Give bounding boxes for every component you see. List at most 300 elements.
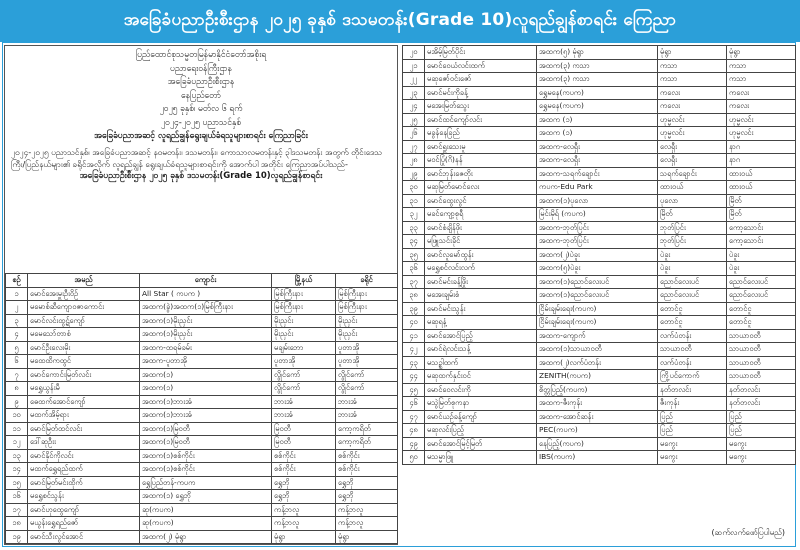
student-name: မောင်ရှူးသေးမူ xyxy=(425,140,537,154)
district-name: ကော့ကရိတ် xyxy=(336,436,398,450)
school-name: အထက(၁)မြဝတီ xyxy=(140,436,272,450)
row-number: ၂ xyxy=(6,301,28,315)
district-name: တောင်ငူ xyxy=(727,316,796,330)
table-row xyxy=(403,302,796,316)
table-row xyxy=(403,73,796,87)
school-name: All Star ( ကပက ) xyxy=(140,287,272,301)
student-name: မောင်လူမော်ထွန်း xyxy=(425,248,537,262)
district-name: သာယာဝတီ xyxy=(727,343,796,357)
student-name: မောင်အောင်ပြည့် xyxy=(425,329,537,343)
student-name: မောင်စံချိန်ဖိုး xyxy=(425,221,537,235)
township-name: မုံရွာ xyxy=(658,46,727,60)
township-name: မကွေး xyxy=(658,451,727,465)
school-name: ငြိမ်းချမ်းရေး(ကပက) xyxy=(537,316,658,330)
township-name: ကန့်ဘလူ xyxy=(272,503,336,517)
student-name: မောင်ကောင်းမြတ်လင်း xyxy=(28,368,140,382)
district-name: တောင်ငူ xyxy=(727,302,796,316)
student-name: မဆုထက်နှင်းဝင် xyxy=(425,370,537,384)
announcement-heading: အခြေခံပညာအဆင့် လူရည်ချွန်ရွေးချယ်ခံရသူများစာရင်း ကြေညာခြင်း xyxy=(94,131,308,141)
left-column xyxy=(4,45,398,545)
township-name: လွိုင်ကော် xyxy=(272,368,336,382)
township-name: မြစ်ကြီးနား xyxy=(272,287,336,301)
township-name: မချမ်းဘော xyxy=(272,341,336,355)
school-name: အထက(၁)ပုလော xyxy=(537,194,658,208)
table-row xyxy=(403,262,796,276)
township-name: ဘားအံ xyxy=(272,409,336,423)
district-name: ကလေး xyxy=(727,100,796,114)
township-name: ပူတာအို xyxy=(272,355,336,369)
township-name: မိုးညှင်း xyxy=(272,314,336,328)
student-name: မယွန်းရွှေရည်ဇော် xyxy=(28,517,140,531)
township-name: ကသာ xyxy=(658,59,727,73)
student-name: မထက်အိမ့်ရား xyxy=(28,409,140,423)
township-name: လက်ပံတန်း xyxy=(658,356,727,370)
student-name: မောင်မြတ်မင်းထိုက် xyxy=(28,476,140,490)
row-number: ၂၄ xyxy=(403,100,425,114)
table-row xyxy=(403,248,796,262)
school-name: အထက(၁)ညောင်လေးပင် xyxy=(537,289,658,303)
table-row xyxy=(403,208,796,222)
school-name: အထက(၁)ဘားအံ xyxy=(140,395,272,409)
district-name: ပူတာအို xyxy=(336,355,398,369)
district-name: မကွေး xyxy=(727,437,796,451)
row-number: ၈ xyxy=(6,382,28,396)
table-row xyxy=(6,395,398,409)
table-row xyxy=(403,289,796,303)
right-table-body xyxy=(403,46,796,465)
student-name: မောင်သီးလွင်အောင် xyxy=(28,530,140,544)
township-name: ကသာ xyxy=(658,73,727,87)
school-name: အထက-လေရှီး xyxy=(537,154,658,168)
table-row xyxy=(403,86,796,100)
district-name: မြိတ် xyxy=(727,194,796,208)
student-name: မမောစ်ဆီကျောဝဇာကောင်း xyxy=(28,301,140,315)
district-name: နတ်တလင်း xyxy=(727,397,796,411)
student-name: မောင်အေးမှူးဦးဝိဉ် xyxy=(28,287,140,301)
table-row xyxy=(6,463,398,477)
student-name: မောင်ထွေးလွင် xyxy=(425,194,537,208)
row-number: ၂၀ xyxy=(403,46,425,60)
student-name: မောင်ယဉ်ခန့်ကျော် xyxy=(425,410,537,424)
township-name: တောင်ငူ xyxy=(658,316,727,330)
township-name: ဟုမ္မလင်း xyxy=(658,127,727,141)
student-name: မဆုလင်းပြည့် xyxy=(425,424,537,438)
table-row xyxy=(6,490,398,504)
table-row xyxy=(6,422,398,436)
page-title: အခြေခံပညာဦးစီးဌာန ၂၀၂၅ ခုနှစ် ဒသမတန်း(Grade 10)လူရည်ချွန်စာရင်း ကြေညာ xyxy=(123,9,677,30)
ministry-line: ပညာရေးဝန်ကြီးဌာန xyxy=(170,63,232,74)
district-name: နတ်တလင်း xyxy=(727,383,796,397)
table-row xyxy=(403,343,796,357)
table-row xyxy=(403,127,796,141)
table-row xyxy=(6,436,398,450)
school-name: အထက(၁) ရွှေဘို xyxy=(140,490,272,504)
student-name: မသမ္မာဖြူ xyxy=(425,451,537,465)
row-number: ၁ xyxy=(6,287,28,301)
district-name: ကန့်ဘလူ xyxy=(336,517,398,531)
table-row xyxy=(403,397,796,411)
row-number: ၄၃ xyxy=(403,356,425,370)
district-name: ဘားအံ xyxy=(336,395,398,409)
students-table-right xyxy=(402,45,796,465)
col-header-name: အမည် xyxy=(28,274,140,288)
township-name: ထားဝယ် xyxy=(658,181,727,195)
township-name: ဇီးကုန်း xyxy=(658,397,727,411)
table-row xyxy=(403,181,796,195)
table-row xyxy=(6,530,398,544)
table-row xyxy=(6,476,398,490)
district-name: နာဂ xyxy=(727,154,796,168)
student-name: မောင်လင်းထွဋ်ကျော် xyxy=(28,314,140,328)
district-name: ရွှေဘို xyxy=(336,476,398,490)
district-name: မိုးညှင်း xyxy=(336,328,398,342)
row-number: ၁၇ xyxy=(6,503,28,517)
row-number: ၃၃ xyxy=(403,221,425,235)
student-name: ဓေထက်အောင်ကျော် xyxy=(28,395,140,409)
district-name: မုံရွာ xyxy=(336,530,398,544)
row-number: ၁၄ xyxy=(6,463,28,477)
table-row xyxy=(403,59,796,73)
township-name: မြိတ် xyxy=(658,208,727,222)
district-name: ညောင်လေးပင် xyxy=(727,289,796,303)
district-name: စစ်ကိုင်း xyxy=(336,449,398,463)
row-number: ၂၉ xyxy=(403,167,425,181)
district-name: ပူတာအို xyxy=(336,341,398,355)
township-name: မကွေး xyxy=(658,437,727,451)
school-name: အထက(၁) xyxy=(140,368,272,382)
row-number: ၂၈ xyxy=(403,154,425,168)
table-header-row xyxy=(6,274,398,288)
row-number: ၁၀ xyxy=(6,409,28,423)
students-table-left xyxy=(5,273,398,544)
table-row xyxy=(403,221,796,235)
township-name: ရွှေဘို xyxy=(272,490,336,504)
township-name: လေရှီး xyxy=(658,154,727,168)
academic-year-line: ၂၀၂၄-၂၀၂၅ ပညာသင်နှစ် xyxy=(160,117,242,128)
row-number: ၅၀ xyxy=(403,451,425,465)
table-row xyxy=(6,382,398,396)
row-number: ၃၂ xyxy=(403,208,425,222)
row-number: ၂၇ xyxy=(403,140,425,154)
row-number: ၁၃ xyxy=(6,449,28,463)
col-header-no: စဉ် xyxy=(6,274,28,288)
district-name: ရွှေဘို xyxy=(336,490,398,504)
table-row xyxy=(403,451,796,465)
township-name: ပြည် xyxy=(658,424,727,438)
table-row xyxy=(403,437,796,451)
student-name: မသဥ္စါထက် xyxy=(425,356,537,370)
row-number: ၂၂ xyxy=(403,73,425,87)
district-name: မြိတ် xyxy=(727,208,796,222)
row-number: ၁၉ xyxy=(6,530,28,544)
student-name: မောင်မင်းကိုခန့် xyxy=(425,86,537,100)
district-name: ပြည် xyxy=(727,424,796,438)
student-name: မောင်အောင်မြင့်မြတ် xyxy=(425,437,537,451)
school-name: အထက-အောင်ဆန်း xyxy=(537,410,658,424)
col-header-school: ကျောင်း xyxy=(140,274,272,288)
school-name: အထက-ကျောက် xyxy=(537,329,658,343)
district-name: ဘားအံ xyxy=(336,409,398,423)
school-name: အထက-လေရှီး xyxy=(537,140,658,154)
school-name: PEC(ကပက) xyxy=(537,424,658,438)
student-name: မဆုဇော်ဝင်းဇော် xyxy=(425,73,537,87)
row-number: ၆ xyxy=(6,355,28,369)
row-number: ၃၆ xyxy=(403,262,425,276)
table-row xyxy=(6,314,398,328)
table-row xyxy=(6,503,398,517)
township-name: စစ်ကိုင်း xyxy=(272,463,336,477)
student-name: မောင်မင်းသွန်း xyxy=(425,302,537,316)
row-number: ၄၅ xyxy=(403,383,425,397)
district-name: ပြည် xyxy=(727,410,796,424)
school-name: အထက(၁)စစ်ကိုင်း xyxy=(140,449,272,463)
table-row xyxy=(403,235,796,249)
row-number: ၄၇ xyxy=(403,410,425,424)
student-name: မထက်ရွှေရည်ထက် xyxy=(28,463,140,477)
table-row xyxy=(403,154,796,168)
school-name: အထက(၂)လက်ပံတန်း xyxy=(537,356,658,370)
district-name: ကလေး xyxy=(727,86,796,100)
township-name: လွိုင်ကော် xyxy=(272,382,336,396)
township-name: စစ်ကိုင်း xyxy=(272,449,336,463)
district-name: ညောင်လေးပင် xyxy=(727,275,796,289)
township-name: မြဝတီ xyxy=(272,436,336,450)
student-name: မောင်မင်းခန့်ဖြိုး xyxy=(425,275,537,289)
row-number: ၄၂ xyxy=(403,343,425,357)
table-row xyxy=(6,409,398,423)
student-name: မခင်ကျော့စုရီ xyxy=(425,208,537,222)
student-name: မသွဲမြတ်စုကနာ xyxy=(425,397,537,411)
table-row xyxy=(6,341,398,355)
table-row xyxy=(6,301,398,315)
row-number: ၃၉ xyxy=(403,302,425,316)
table-row xyxy=(403,167,796,181)
township-name: ကလေး xyxy=(658,86,727,100)
table-row xyxy=(6,449,398,463)
row-number: ၁၂ xyxy=(6,436,28,450)
row-number: ၄၁ xyxy=(403,329,425,343)
school-name: အထက(၁)မိုးညှင်း xyxy=(140,328,272,342)
district-name: ဟုမ္မလင်း xyxy=(727,113,796,127)
district-name: ဟုမ္မလင်း xyxy=(727,127,796,141)
township-name: ဟုမ္မလင်း xyxy=(658,113,727,127)
school-name: စိတ္တပြည့်(ကပက) xyxy=(537,383,658,397)
school-name: ဆု(ကပက) xyxy=(140,503,272,517)
township-name: နတ်တလင်း xyxy=(658,383,727,397)
school-name: အထက-ဘုတ်ပြင်း xyxy=(537,221,658,235)
row-number: ၄၉ xyxy=(403,437,425,451)
student-name: မောင်မြတ်ထင်လင်း xyxy=(28,422,140,436)
student-name: မောင်ဦးလေးမိုး xyxy=(28,341,140,355)
row-number: ၄၀ xyxy=(403,316,425,330)
row-number: ၁၆ xyxy=(6,490,28,504)
district-name: ထားဝယ် xyxy=(727,167,796,181)
left-table-body xyxy=(6,287,398,544)
government-line: ပြည်ထောင်စုသမ္မတမြန်မာနိုင်ငံတော်အစိုးရ xyxy=(135,50,267,60)
student-name: မအေးမြတ်သွေး xyxy=(425,100,537,114)
table-row xyxy=(403,329,796,343)
township-name: တောင်ငူ xyxy=(658,302,727,316)
township-name: ဘားအံ xyxy=(272,395,336,409)
row-number: ၂၅ xyxy=(403,113,425,127)
school-name: နေပြည့်(ကပက) xyxy=(537,437,658,451)
table-row xyxy=(6,368,398,382)
student-name: မဆုရနံ့ xyxy=(425,316,537,330)
district-name: ပဲခူး xyxy=(727,248,796,262)
district-name: ပဲခူး xyxy=(727,262,796,276)
student-name: မထေထိကထွင် xyxy=(28,355,140,369)
district-name: ကော့ကရိတ် xyxy=(336,422,398,436)
township-name: ပဲခူး xyxy=(658,248,727,262)
table-row xyxy=(403,100,796,114)
row-number: ၃၄ xyxy=(403,235,425,249)
row-number: ၂၆ xyxy=(403,127,425,141)
school-name: အထက(၁)ဘားအံ xyxy=(140,409,272,423)
student-name: မဖြူသင်းခိုင် xyxy=(425,235,537,249)
township-name: ကန့်ဘလူ xyxy=(272,517,336,531)
district-name: မုံရွာ xyxy=(727,46,796,60)
township-name: ညောင်လေးပင် xyxy=(658,275,727,289)
student-name: မအိမ့်မြတ်ပိုင်း xyxy=(425,46,537,60)
township-name: ပြည် xyxy=(658,410,727,424)
school-name: အထက-သရက်ချောင်း xyxy=(537,167,658,181)
township-name: ဘုတ်ပြင်း xyxy=(658,221,727,235)
township-name: ဘုတ်ပြင်း xyxy=(658,235,727,249)
school-name: အထက(၃) ကသာ xyxy=(537,59,658,73)
district-name: ကသာ xyxy=(727,73,796,87)
district-name: ထားဝယ် xyxy=(727,181,796,195)
district-name: ကန့်ဘလူ xyxy=(336,503,398,517)
school-name: အထက(၃) ကသာ xyxy=(537,73,658,87)
row-number: ၃၈ xyxy=(403,289,425,303)
school-name: အထက (၁) xyxy=(537,113,658,127)
table-row xyxy=(403,383,796,397)
school-name: အထက(၂)ပဲခူး xyxy=(537,248,658,262)
student-name: မရွှေစင်သွန်း xyxy=(28,490,140,504)
district-name: စစ်ကိုင်း xyxy=(336,463,398,477)
student-name: မောင်ဟုထွေကျော် xyxy=(28,503,140,517)
table-row xyxy=(403,46,796,60)
continued-note: (ဆက်လက်ဖော်ပြပါမည်) xyxy=(711,528,785,537)
township-name: ကြို့ပင်ကောက် xyxy=(658,370,727,384)
page-header xyxy=(0,0,800,42)
school-name: အထက(၁)သာယာဝတီ xyxy=(537,343,658,357)
student-name: မောင်ဝေယံလင်းထက် xyxy=(425,59,537,73)
township-name: သာယာဝတီ xyxy=(658,343,727,357)
table-row xyxy=(403,370,796,384)
row-number: ၁၅ xyxy=(6,476,28,490)
student-name: မအေးချမ်းစံ xyxy=(425,289,537,303)
row-number: ၂၃ xyxy=(403,86,425,100)
district-name: မိုးညှင်း xyxy=(336,314,398,328)
school-name: အထက(၁) xyxy=(140,382,272,396)
school-name: အထက(၁)စစ်ကိုင်း xyxy=(140,463,272,477)
district-name: မြစ်ကြီးနား xyxy=(336,287,398,301)
township-name: လက်ပံတန်း xyxy=(658,329,727,343)
col-header-township: မြို့နယ် xyxy=(272,274,336,288)
student-name: မဝင်ပြုံ(ဂိ)နန် xyxy=(425,154,537,168)
student-name: ဒေါ်ဆုဦးး xyxy=(28,436,140,450)
table-row xyxy=(403,194,796,208)
school-name: ရွှေမနေ(ကပက) xyxy=(537,86,658,100)
township-name: ကလေး xyxy=(658,100,727,114)
district-name: လွိုင်ကော် xyxy=(336,368,398,382)
student-name: မောင်ဘုန်းဇေတိုး xyxy=(425,167,537,181)
township-name: ရွှေဘို xyxy=(272,476,336,490)
left-panel xyxy=(4,45,398,545)
district-name: မကွေး xyxy=(727,451,796,465)
announcement-header xyxy=(5,46,397,144)
table-row xyxy=(6,355,398,369)
location-line: နေပြည်တော် xyxy=(181,90,221,101)
table-row xyxy=(6,328,398,342)
row-number: ၃၀ xyxy=(403,181,425,195)
district-name: ကော့သောင်း xyxy=(727,221,796,235)
district-name: ကော့သောင်း xyxy=(727,235,796,249)
student-name: မောင်နိုင်ကိုလင်း xyxy=(28,449,140,463)
announcement-paragraph: ၂၀၂၄-၂၀၂၅ ပညာသင်နှစ်၊ အခြေခံပညာအဆင့် နဝမတန်း၊ ဒသမတန်း၊ ကောသာလမတန်းနှင့် ၃ါဒသမတန်း အတွက် တိုင်းဒေသကြီး/ပြည်နယ်များ၏ ခရိုင်အလိုက် လူရည်ချွန် ရွေးချယ်ခံရသူများစာရင်းကို အောက်ပါ အတိုင်း ကြေညာအပ်ပါသည်- xyxy=(11,146,383,169)
row-number: ၄ xyxy=(6,328,28,342)
school-name: အထက(ခွဲ)အထက(၁)မြစ်ကြီးနား xyxy=(140,301,272,315)
department-line: အခြေခံပညာဦးစီးဌာန xyxy=(167,77,235,87)
student-name: မဆုမြတ်မောင်လေး xyxy=(425,181,537,195)
school-name: ကပက-Edu Park xyxy=(537,181,658,195)
township-name: ညောင်လေးပင် xyxy=(658,289,727,303)
school-name: အထက(၅)ပဲခူး xyxy=(537,262,658,276)
school-name: ရွှေမနေ(ကပက) xyxy=(537,100,658,114)
table-row xyxy=(6,287,398,301)
school-name: အထက-ဇီးကုန်း xyxy=(537,397,658,411)
row-number: ၁၁ xyxy=(6,422,28,436)
row-number: ၉ xyxy=(6,395,28,409)
table-row xyxy=(403,410,796,424)
row-number: ၇ xyxy=(6,368,28,382)
table-row xyxy=(403,140,796,154)
table-row xyxy=(403,316,796,330)
school-name: အထက(၂) မုံရွာ xyxy=(140,530,272,544)
district-name: သာယာဝတီ xyxy=(727,370,796,384)
township-name: မုံရွာ xyxy=(272,530,336,544)
township-name: ပဲခူး xyxy=(658,262,727,276)
school-name: ZENITH(ကပက) xyxy=(537,370,658,384)
school-name: မြင်းမိုရ် (ကပက) xyxy=(537,208,658,222)
student-name: မမေသော်တာစံ xyxy=(28,328,140,342)
student-name: မရွှေစင်လင်းလက် xyxy=(425,262,537,276)
row-number: ၃၇ xyxy=(403,275,425,289)
list-subtitle: အခြေခံပညာဦးစီးဌာန ၂၀၂၅ ခုနှစ် ဒသမတန်း(Grade 10)လူရည်ချွန်စာရင်း xyxy=(79,170,323,181)
district-name: သာယာဝတီ xyxy=(727,329,796,343)
table-row xyxy=(403,275,796,289)
row-number: ၄၈ xyxy=(403,424,425,438)
school-name: ဆု(ကပက) xyxy=(140,517,272,531)
school-name: အထက-ထရမ်ခမ်း xyxy=(140,341,272,355)
township-name: မြဝတီ xyxy=(272,422,336,436)
township-name: မိုးညှင်း xyxy=(272,328,336,342)
table-row xyxy=(403,113,796,127)
school-name: အထက (၁) xyxy=(537,127,658,141)
school-name: အထက(၁)ညောင်လေးပင် xyxy=(537,275,658,289)
school-name: အထက-ဘုတ်ပြင်း xyxy=(537,235,658,249)
student-name: မခွန်နေခြည် xyxy=(425,127,537,141)
district-name: သာယာဝတီ xyxy=(727,356,796,370)
row-number: ၄၆ xyxy=(403,397,425,411)
right-column xyxy=(402,45,795,545)
school-name: ရွှေပြည်တန်-ကပက xyxy=(140,476,272,490)
date-line: ၂၀၂၅ ခုနှစ်၊ မတ်လ ၆ ရက် xyxy=(159,104,243,114)
row-number: ၂၁ xyxy=(403,59,425,73)
school-name: အထက(၁)မြဝတီ xyxy=(140,422,272,436)
student-name: မရွှေယွန်းမီ xyxy=(28,382,140,396)
